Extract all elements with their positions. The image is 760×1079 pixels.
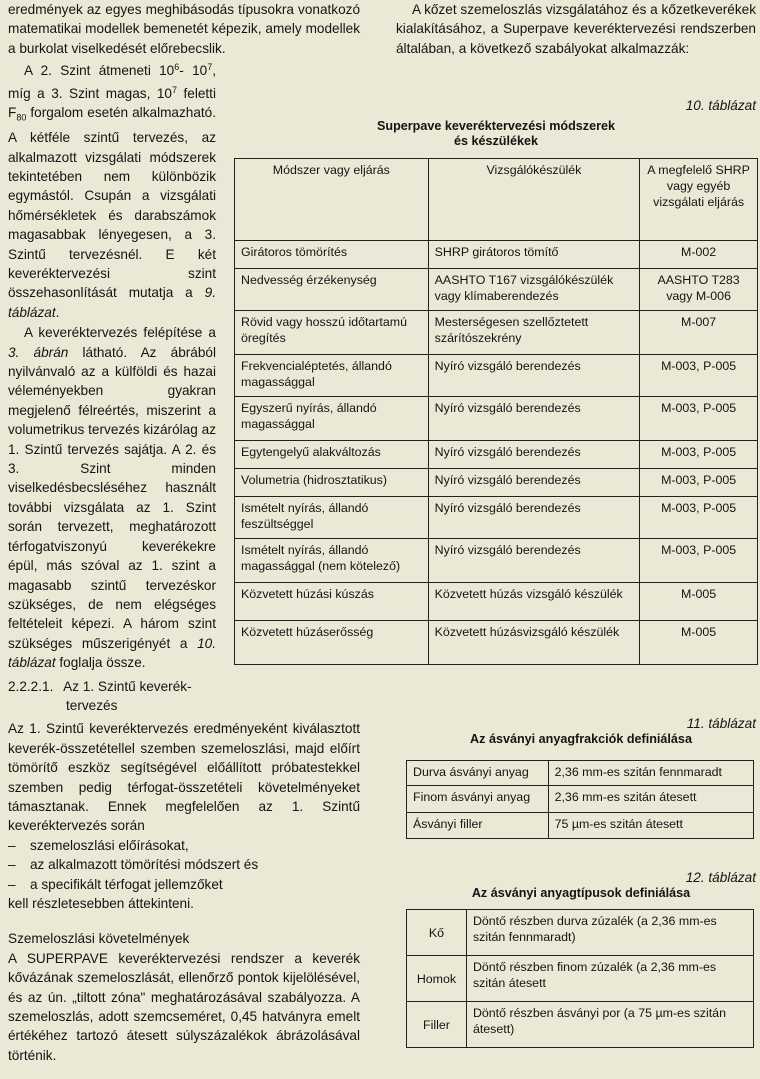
table-cell: M-003, P-005 (640, 469, 758, 497)
table-10-caption (300, 98, 756, 113)
table-10-title: Superpave keveréktervezési módszerek és készülékek (376, 119, 616, 148)
table-cell: Rövid vagy hosszú időtartamú öregítés (235, 311, 429, 355)
table-number: 11. táblázat (686, 716, 756, 731)
section-number: 2.2.2.1. (8, 678, 54, 694)
table-cell: M-002 (640, 241, 758, 269)
table-cell: Döntő részben durva zúzalék (a 2,36 mm-es szitán fennmaradt) (466, 910, 753, 956)
final-paragraph: A SUPERPAVE keveréktervezési rendszer a keverék kővázának szemeloszlását, ellenőrző pontok kijelölésével, és az ún. „tiltott zóna" meghatározásával szabályozza. A szemeloszlás, adott szemcseméret, 0,45 hatványra emelt értékéhez tartozó átesett súlyszázalékok ábrázolásával történik. (8, 950, 360, 1063)
table-row (407, 910, 754, 956)
table-cell: Döntő részben finom zúzalék (a 2,36 mm-es szitán átesett (466, 956, 753, 1002)
table-row (235, 469, 758, 497)
table-cell: M-003, P-005 (640, 441, 758, 469)
section-title: Az 1. Szintű keverék- (63, 678, 192, 694)
table-cell: Durva ásványi anyag (407, 761, 549, 786)
table-cell: Közvetett húzás vizsgáló készülék (428, 583, 640, 621)
column-header: A megfelelő SHRP vagy egyéb vizsgálati eljárás (640, 159, 758, 241)
table-title: Az ásványi anyagtípusok definiálása (471, 886, 691, 900)
table-number: 10. táblázat (685, 98, 756, 113)
table-cell: M-005 (640, 621, 758, 665)
table-cell: Girátoros tömörítés (235, 241, 429, 269)
table-cell: Nyíró vizsgáló berendezés (428, 469, 640, 497)
table-cell: 75 µm-es szitán átesett (548, 813, 753, 839)
table-cell: Nyíró vizsgáló berendezés (428, 397, 640, 441)
table-cell: Ismételt nyírás, állandó feszültséggel (235, 497, 429, 539)
table-10 (234, 158, 758, 665)
intro-paragraph: eredmények az egyes meghibásodás típusokra vonatkozó matematikai modellek bemenetét képezik, amely modellek a burkolat viselkedését előrebecslik. (8, 2, 360, 56)
table-cell: SHRP girátoros tömítő (428, 241, 640, 269)
right-intro-paragraph: A kőzet szemeloszlás vizsgálatához és a kőzetkeverékek kialakításához, a Superpave keveréktervezési rendszerben általában, a következő szabályokat alkalmazzák: (396, 2, 756, 56)
table-row (235, 497, 758, 539)
table-cell: Homok (407, 956, 467, 1002)
table-row (235, 441, 758, 469)
table-row (235, 397, 758, 441)
table-row (407, 761, 754, 786)
bullet-list (8, 836, 360, 894)
section-paragraph: Az 1. Szintű keveréktervezés eredményeként kiválasztott keverék-összetétellel szemben szemeloszlási, majd előírt tömörítő eszköz segítségével előállított próbatestekkel szemben pedig térfogat-összetételi követelményeket támasztanak. Ennek megfelelően az 1. Szintű keveréktervezés során (8, 721, 360, 834)
table-cell: Közvetett húzásvizsgáló készülék (428, 621, 640, 665)
table-cell: Nedvesség érzékenység (235, 269, 429, 311)
table-cell: Döntő részben ásványi por (a 75 µm-es szitán átesett) (466, 1002, 753, 1048)
table-cell: Nyíró vizsgáló berendezés (428, 497, 640, 539)
table-row (235, 583, 758, 621)
column-header: Vizsgálókészülék (428, 159, 640, 241)
table-cell: Filler (407, 1002, 467, 1048)
table-cell: AASHTO T167 vizsgálókészülék vagy klímaberendezés (428, 269, 640, 311)
section-heading (8, 677, 360, 716)
table-cell: Nyíró vizsgáló berendezés (428, 355, 640, 397)
table-cell: Közvetett húzáserősség (235, 621, 429, 665)
table-cell: Ásványi filler (407, 813, 549, 839)
table-11-caption (406, 716, 756, 747)
subheading: Szemeloszlási követelmények (8, 931, 190, 947)
table-row (235, 241, 758, 269)
table-cell: M-003, P-005 (640, 539, 758, 583)
list-item: – az alkalmazott tömörítési módszert és (8, 857, 259, 873)
table-cell: Finom ásványi anyag (407, 786, 549, 813)
table-row (407, 813, 754, 839)
right-column (396, 0, 756, 58)
table-cell: Nyíró vizsgáló berendezés (428, 539, 640, 583)
table-cell: M-003, P-005 (640, 355, 758, 397)
table-12 (406, 909, 754, 1048)
table-row (235, 621, 758, 665)
table-cell: Kő (407, 910, 467, 956)
table-row (407, 786, 754, 813)
table-cell: Volumetria (hidrosztatikus) (235, 469, 429, 497)
level-paragraph: A 2. Szint átmeneti $10^6-$ $10^7$, míg a 3. Szint magas, $10^7$ feletti $F_{80}$ forgalom esetén alkalmazható. A kétféle szintű tervezés, az alkalmazott vizsgálati módszerek tekintetében nem különbözik egymástól. Csupán a vizsgálati hőmérsékletek és darabszámok magasabbak lényegesen, a 3. Szintű tervezésnél. E két keveréktervezési szint összehasonlítását mutatja a 9. táblázat. (8, 62, 216, 320)
design-paragraph: A keveréktervezés felépítése a 3. ábrán látható. Az ábrából nyilvánvaló az a külföldi és hazai véleményekben gyakran megjelenő félreértés, miszerint a volumetrikus tervezés kizárólag az 1. Szintű tervezés sajátja. A 2. és 3. Szint minden viselkedésbecsléséhez használt további vizsgálata az 1. Szint során tervezett, meghatározott térfogatviszonyú keverékekre épül, más szóval az 1. szint a magasabb szintű tervezéskor szükséges, de nem elégséges feltételeit képezi. A három szint szükséges műszerigényét a 10. táblázat foglalja össze. (8, 325, 216, 671)
closing-line: kell részletesebben áttekinteni. (8, 896, 194, 911)
table-row (235, 355, 758, 397)
table-cell: M-005 (640, 583, 758, 621)
table-cell: M-007 (640, 311, 758, 355)
list-item: – a specifikált térfogat jellemzőket (8, 876, 223, 892)
section-title-cont: tervezés (66, 697, 118, 713)
table-row (235, 269, 758, 311)
list-item: – szemeloszlási előírásokat, (8, 837, 189, 853)
table-cell: 2,36 mm-es szitán átesett (548, 786, 753, 813)
table-cell: Egyszerű nyírás, állandó magassággal (235, 397, 429, 441)
table-cell: Frekvencialéptetés, állandó magassággal (235, 355, 429, 397)
table-number: 12. táblázat (685, 870, 756, 885)
table-cell: M-003, P-005 (640, 497, 758, 539)
table-cell: Ismételt nyírás, állandó magassággal (nem kötelező) (235, 539, 429, 583)
column-header: Módszer vagy eljárás (235, 159, 429, 241)
table-cell: 2,36 mm-es szitán fennmaradt (548, 761, 753, 786)
table-reference: 10. táblázat (8, 635, 216, 671)
table-cell: Közvetett húzási kúszás (235, 583, 429, 621)
table-cell: Nyíró vizsgáló berendezés (428, 441, 640, 469)
table-header-row (235, 159, 758, 241)
table-row (407, 956, 754, 1002)
table-cell: Egytengelyű alakváltozás (235, 441, 429, 469)
table-cell: Mesterségesen szellőztetett szárítószekrény (428, 311, 640, 355)
table-row (235, 539, 758, 583)
table-reference: 9. táblázat (8, 285, 216, 320)
table-12-caption (406, 870, 756, 901)
table-row (407, 1002, 754, 1048)
table-row (235, 311, 758, 355)
table-cell: AASHTO T283 vagy M-006 (640, 269, 758, 311)
table-cell: M-003, P-005 (640, 397, 758, 441)
table-11 (406, 760, 754, 839)
table-title: Az ásványi anyagfrakciók definiálása (470, 732, 692, 746)
figure-reference: 3. ábrán (8, 344, 69, 360)
